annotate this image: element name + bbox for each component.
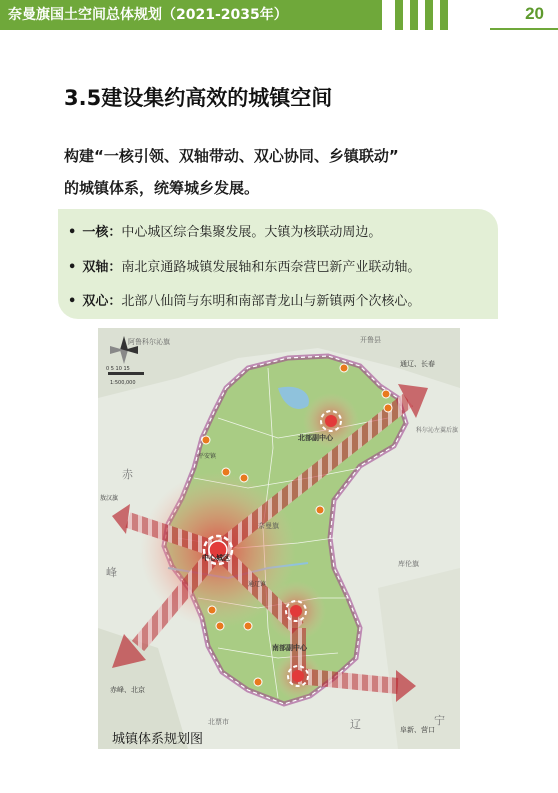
map-label-ning: 宁 — [434, 714, 445, 727]
map-label-north-center: 北部副中心 — [298, 434, 333, 442]
scale-text: 0 5 10 15 — [106, 366, 130, 372]
bullet-term: 一核 — [82, 225, 109, 240]
map-label-ku: 库伦旗 — [398, 560, 419, 568]
bullet-separator: ： — [108, 260, 122, 275]
map-canvas — [98, 328, 460, 749]
header-title: 奈曼旗国土空间总体规划（2021-2035年） — [0, 0, 382, 30]
header-stripe — [395, 0, 403, 30]
map-label-south-center: 南部副中心 — [272, 644, 307, 652]
bullet-term: 双轴 — [82, 260, 109, 275]
bullet-term: 双心 — [82, 294, 109, 309]
header-stripe — [440, 0, 448, 30]
map-label-pingan: 平安镇 — [198, 453, 217, 460]
map-label-kailu: 开鲁县 — [360, 336, 381, 344]
header-stripe — [410, 0, 418, 30]
map-label-center: 中心城区 — [202, 554, 230, 562]
page-number: 20 — [525, 4, 544, 23]
bullet-item — [68, 224, 381, 242]
intro-paragraph — [64, 140, 504, 204]
map-label-aohan: 敖汉旗 — [100, 495, 119, 502]
map-caption: 城镇体系规划图 — [112, 732, 204, 747]
bullet-separator: ： — [108, 294, 122, 309]
bullet-separator: ： — [108, 225, 122, 240]
bullet-dot-icon: • — [68, 225, 77, 240]
intro-line: 的城镇体系，统筹城乡发展。 — [64, 179, 260, 197]
map-label-chifeng: 赤峰、北京 — [110, 686, 145, 694]
intro-line: 构建“一核引领、双轴带动、双心协同、乡镇联动” — [64, 147, 399, 165]
bullet-item — [68, 293, 420, 311]
bullet-item — [68, 259, 420, 277]
scale-ratio: 1:500,000 — [110, 380, 136, 386]
map-label-liao: 辽 — [350, 718, 361, 731]
map-label-north: 阿鲁科尔沁旗 — [128, 338, 170, 346]
page-number-underline — [490, 28, 558, 30]
map-label-fuxin: 阜新、营口 — [400, 726, 435, 734]
map-label-keerqin: 科尔沁左翼后旗 — [416, 427, 459, 434]
bullet-dot-icon: • — [68, 294, 77, 309]
map-label-tongliao: 通辽、长春 — [400, 360, 435, 368]
bullet-text: 中心城区综合集聚发展。大镇为核联动周边。 — [121, 225, 382, 240]
urban-system-map — [98, 328, 460, 749]
bullet-text: 南北京通路城镇发展轴和东西奈营巴新产业联动轴。 — [121, 260, 421, 275]
map-label-feng: 峰 — [106, 566, 117, 579]
bullet-text: 北部八仙筒与东明和南部青龙山与新镇两个次核心。 — [121, 294, 421, 309]
header-stripe — [425, 0, 433, 30]
bullet-dot-icon: • — [68, 260, 77, 275]
map-label-axis: 通辽镇 — [248, 581, 267, 588]
map-label-naiman: 奈曼旗 — [258, 522, 279, 530]
section-title: 3.5建设集约高效的城镇空间 — [64, 86, 333, 110]
map-label-chi: 赤 — [122, 468, 133, 481]
scale-bar — [108, 372, 144, 375]
key-points-box — [58, 209, 498, 319]
map-label-bottom: 北票市 — [208, 718, 229, 726]
